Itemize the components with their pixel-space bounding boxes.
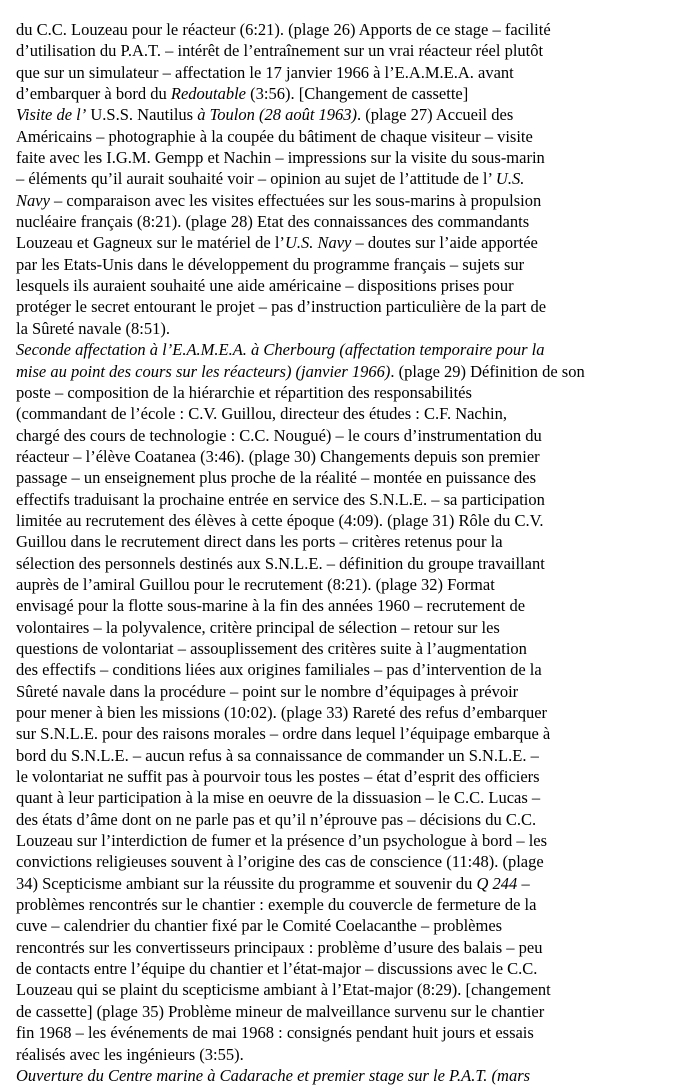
text-segment: poste – composition de la hiérarchie et répartition des responsabilités	[16, 382, 472, 402]
text-line	[16, 553, 666, 574]
text-segment-italic: Q 244	[476, 873, 518, 893]
text-segment: Sûreté navale dans la procédure – point sur le nombre d’équipages à prévoir	[16, 681, 519, 701]
text-segment: bord du S.N.L.E. – aucun refus à sa connaissance de commander un S.N.L.E. –	[16, 745, 539, 765]
text-segment: –	[517, 873, 530, 893]
text-segment: pour mener à bien les missions (10:02). (plage 33) Rareté des refus d’embarquer	[16, 703, 548, 722]
text-segment-italic: U.S. Navy	[284, 233, 352, 253]
text-segment: Américains – photographie à la coupée du bâtiment de chaque visiteur – visite	[16, 126, 533, 146]
text-segment: problèmes rencontrés sur le chantier : exemple du couvercle de fermeture de la	[16, 895, 537, 915]
text-line	[16, 339, 666, 360]
text-segment: auprès de l’amiral Guillou pour le recrutement (8:21). (plage 32) Format	[16, 574, 495, 594]
text-line	[16, 489, 666, 510]
text-line	[16, 211, 666, 232]
text-line	[16, 425, 666, 446]
text-segment: limitée au recrutement des élèves à cette époque (4:09). (plage 31) Rôle du C.V.	[16, 510, 544, 530]
text-segment: chargé des cours de technologie : C.C. Nougué) – le cours d’instrumentation du	[16, 425, 542, 445]
text-line	[16, 382, 666, 403]
text-segment: de contacts entre l’équipe du chantier et l’état-major – discussions avec le C.C.	[16, 959, 538, 979]
text-line	[16, 403, 666, 424]
text-segment: d’utilisation du P.A.T. – intérêt de l’entraînement sur un vrai réacteur réel plutôt	[16, 41, 544, 61]
text-segment: . (plage 27) Accueil des	[357, 105, 514, 125]
text-line	[16, 873, 666, 894]
text-line	[16, 296, 666, 317]
text-line	[16, 62, 666, 83]
text-segment: sur S.N.L.E. pour des raisons morales – ordre dans lequel l’équipage embarque à	[16, 724, 551, 744]
text-line	[16, 659, 666, 680]
text-line	[16, 531, 666, 552]
text-segment: réacteur – l’élève Coatanea (3:46). (plage 30) Changements depuis son premier	[16, 446, 540, 466]
text-line	[16, 361, 666, 382]
text-segment: des états d’âme dont on ne parle pas et qu’il n’éprouve pas – décisions du C.C.	[16, 809, 537, 829]
text-segment: par les Etats-Unis dans le développement du programme français – sujets sur	[16, 254, 525, 274]
text-line	[16, 147, 666, 168]
text-segment: que sur un simulateur – affectation le 17 janvier 1966 à l’E.A.M.E.A. avant	[16, 62, 514, 82]
text-line	[16, 979, 666, 1000]
text-line	[16, 232, 666, 253]
text-line	[16, 681, 666, 702]
text-segment: Louzeau et Gagneux sur le matériel de l’	[16, 233, 285, 253]
text-segment-italic: U.S.	[495, 169, 525, 189]
text-segment-italic: mise au point des cours sur les réacteurs) (janvier 1966)	[16, 361, 391, 381]
text-segment: passage – un enseignement plus proche de la réalité – montée en puissance des	[16, 468, 537, 488]
text-line	[16, 766, 666, 787]
text-segment: . (plage 29) Définition de son	[390, 361, 585, 381]
text-line	[16, 937, 666, 958]
text-segment: volontaires – la polyvalence, critère principal de sélection – retour sur les	[16, 617, 500, 637]
text-line	[16, 617, 666, 638]
text-segment: quant à leur participation à la mise en oeuvre de la dissuasion – le C.C. Lucas –	[16, 788, 541, 808]
text-line	[16, 787, 666, 808]
text-segment: la Sûreté navale (8:51).	[16, 318, 170, 338]
text-segment: (3:56). [Changement de cassette]	[246, 84, 469, 104]
text-line	[16, 126, 666, 147]
text-segment: – doutes sur l’aide apportée	[351, 233, 538, 253]
text-line	[16, 1001, 666, 1022]
text-line	[16, 1022, 666, 1043]
text-segment: Louzeau sur l’interdiction de fumer et la présence d’un psychologue à bord – les	[16, 831, 548, 851]
text-line	[16, 190, 666, 211]
text-segment: convictions religieuses souvent à l’origine des cas de conscience (11:48). (plage	[16, 852, 544, 872]
text-segment: Louzeau qui se plaint du scepticisme ambiant à l’Etat-major (8:29). [changement	[16, 980, 551, 1000]
text-segment-italic: Ouverture du Centre marine à Cadarache et premier stage sur le P.A.T. (mars	[16, 1065, 531, 1085]
text-segment: sélection des personnels destinés aux S.N.L.E. – définition du groupe travaillant	[16, 553, 545, 573]
text-line	[16, 318, 666, 339]
text-segment: 34) Scepticisme ambiant sur la réussite du programme et souvenir du	[16, 873, 477, 893]
text-line	[16, 723, 666, 744]
text-line	[16, 467, 666, 488]
text-segment: rencontrés sur les convertisseurs principaux : problème d’usure des balais – peu	[16, 937, 543, 957]
text-segment: effectifs traduisant la prochaine entrée en service des S.N.L.E. – sa participation	[16, 489, 545, 509]
text-line	[16, 574, 666, 595]
text-segment: le volontariat ne suffit pas à pourvoir tous les postes – état d’esprit des officiers	[16, 767, 540, 787]
text-line	[16, 510, 666, 531]
text-segment: réalisés avec les ingénieurs (3:55).	[16, 1044, 244, 1064]
text-line	[16, 915, 666, 936]
text-line	[16, 958, 666, 979]
text-line	[16, 851, 666, 872]
text-segment: des effectifs – conditions liées aux origines familiales – pas d’intervention de la	[16, 660, 542, 680]
text-segment: envisagé pour la flotte sous-marine à la fin des années 1960 – recrutement de	[16, 596, 526, 616]
document-text	[16, 19, 666, 1086]
text-segment: cuve – calendrier du chantier fixé par le Comité Coelacanthe – problèmes	[16, 916, 503, 936]
text-line	[16, 638, 666, 659]
text-segment: faite avec les I.G.M. Gempp et Nachin – impressions sur la visite du sous-marin	[16, 148, 545, 168]
text-line	[16, 702, 666, 723]
text-line	[16, 254, 666, 275]
text-segment-italic: Visite de l’	[16, 105, 87, 125]
text-segment: – éléments qu’il aurait souhaité voir – opinion au sujet de l’attitude de l’	[16, 169, 496, 189]
text-line	[16, 83, 666, 104]
text-segment: (commandant de l’école : C.V. Guillou, directeur des études : C.F. Nachin,	[16, 404, 507, 424]
text-line	[16, 830, 666, 851]
text-segment-italic: Seconde affectation à l’E.A.M.E.A. à Cherbourg (affectation temporaire pour la	[16, 340, 545, 360]
text-segment-italic: Redoutable	[170, 84, 247, 104]
text-line	[16, 1044, 666, 1065]
text-line	[16, 745, 666, 766]
text-line	[16, 446, 666, 467]
text-segment: du C.C. Louzeau pour le réacteur (6:21). (plage 26) Apports de ce stage – facilité	[16, 20, 551, 39]
text-segment: d’embarquer à bord du	[16, 84, 171, 104]
text-line	[16, 275, 666, 296]
text-line	[16, 595, 666, 616]
text-line	[16, 40, 666, 61]
text-segment-italic: à Toulon (28 août 1963)	[197, 105, 358, 125]
text-segment: fin 1968 – les événements de mai 1968 : consignés pendant huit jours et essais	[16, 1023, 534, 1043]
text-segment: lesquels ils auraient souhaité une aide américaine – dispositions prises pour	[16, 276, 514, 296]
text-segment: nucléaire français (8:21). (plage 28) Etat des connaissances des commandants	[16, 212, 530, 232]
text-line	[16, 19, 666, 40]
text-line	[16, 894, 666, 915]
text-segment: Guillou dans le recrutement direct dans les ports – critères retenus pour la	[16, 532, 503, 552]
text-segment: U.S.S. Nautilus	[86, 105, 198, 125]
text-segment: – comparaison avec les visites effectuées sur les sous-marins à propulsion	[49, 190, 542, 210]
text-line	[16, 168, 666, 189]
text-line	[16, 1065, 666, 1086]
text-segment: de cassette] (plage 35) Problème mineur de malveillance survenu sur le chantier	[16, 1001, 545, 1021]
text-segment-italic: Navy	[16, 190, 50, 210]
text-line	[16, 809, 666, 830]
text-segment: questions de volontariat – assouplissement des critères suite à l’augmentation	[16, 638, 527, 658]
text-segment: protéger le secret entourant le projet – pas d’instruction particulière de la part de	[16, 297, 547, 317]
text-line	[16, 104, 666, 125]
